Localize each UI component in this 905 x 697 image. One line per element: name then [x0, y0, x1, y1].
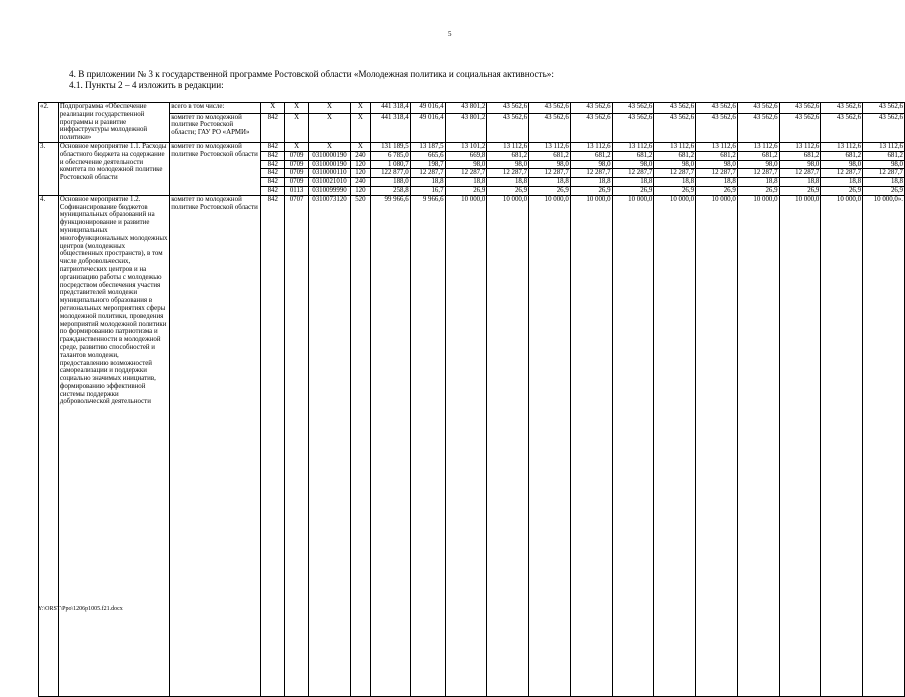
amount-cell: 10 000,0 [821, 195, 863, 696]
amount-cell: 49 016,4 [410, 113, 445, 142]
code-vr: 240 [350, 178, 370, 187]
amount-cell: 681,2 [863, 151, 905, 160]
amount-cell: 18,8 [612, 178, 654, 187]
amount-cell: 49 016,4 [410, 103, 445, 114]
amount-cell: 99 966,6 [370, 195, 410, 696]
amount-cell: 18,8 [487, 178, 529, 187]
amount-cell: 10 000,0 [487, 195, 529, 696]
code-vr: 240 [350, 151, 370, 160]
amount-cell: 188,0 [370, 178, 410, 187]
amount-cell: 13 187,5 [410, 142, 445, 151]
amount-cell: 669,8 [445, 151, 487, 160]
table-row [39, 142, 905, 151]
code-rzpr: Х [285, 103, 309, 114]
amount-cell: 43 562,6 [821, 113, 863, 142]
code-grbs: 842 [261, 169, 285, 178]
code-rzpr: 0709 [285, 169, 309, 178]
code-vr: 120 [350, 160, 370, 169]
amount-cell: 12 287,7 [737, 169, 779, 178]
amount-cell: 18,8 [410, 178, 445, 187]
amount-cell: 12 287,7 [529, 169, 571, 178]
amount-cell: 98,0 [445, 160, 487, 169]
amount-cell: 441 318,4 [370, 113, 410, 142]
table-row [39, 103, 905, 114]
amount-cell: 26,9 [821, 186, 863, 195]
amount-cell: 12 287,7 [863, 169, 905, 178]
amount-cell: 198,7 [410, 160, 445, 169]
amount-cell: 18,8 [529, 178, 571, 187]
amount-cell: 13 101,2 [445, 142, 487, 151]
amount-cell: 43 562,6 [654, 103, 696, 114]
code-rzpr: Х [285, 142, 309, 151]
row-name: Основное мероприятие 1.2. Софинансирование бюджетов муниципальных образований на функционирование и развитие муниципальных многофункциональных молодежных центров (молодежных общественных пространств), в том числе добровольческих, патриотических центров и на организацию работы с молодежью посредством обеспечения участия представителей молодежи муниципального образования в региональных мероприятиях сферы молодежной политики, проведения мероприятий молодежной политики по формированию патриотизма и гражданственности в молодежной среде, развитию способностей и талантов молодежи, предоставлению возможностей самореализации и поддержки социально значимых инициатив, формированию эффективной системы поддержки добровольческой деятельности [58, 195, 169, 696]
code-grbs: 842 [261, 178, 285, 187]
amount-cell: 10 000,0 [696, 195, 738, 696]
amount-cell: 13 112,6 [570, 142, 612, 151]
code-vr: 120 [350, 186, 370, 195]
code-grbs: Х [261, 103, 285, 114]
amount-cell: 681,2 [696, 151, 738, 160]
amount-cell: 12 287,7 [779, 169, 821, 178]
code-csr: 0310073120 [309, 195, 351, 696]
amount-cell: 10 000,0». [863, 195, 905, 696]
code-grbs: 842 [261, 142, 285, 151]
amount-cell: 43 801,2 [445, 103, 487, 114]
code-csr: Х [309, 142, 351, 151]
amount-cell: 43 562,6 [779, 113, 821, 142]
amount-cell: 98,0 [779, 160, 821, 169]
code-rzpr: Х [285, 113, 309, 142]
amount-cell: 18,8 [570, 178, 612, 187]
amount-cell: 98,0 [737, 160, 779, 169]
amount-cell: 43 562,6 [570, 113, 612, 142]
amount-cell: 98,0 [696, 160, 738, 169]
amount-cell: 10 000,0 [779, 195, 821, 696]
amount-cell: 43 562,6 [696, 113, 738, 142]
amount-cell: 681,2 [570, 151, 612, 160]
amount-cell: 10 000,0 [737, 195, 779, 696]
code-rzpr: 0113 [285, 186, 309, 195]
row-executor: всего в том числе: [170, 103, 261, 114]
code-rzpr: 0707 [285, 195, 309, 696]
code-grbs: 842 [261, 186, 285, 195]
amount-cell: 43 562,6 [821, 103, 863, 114]
amount-cell: 1 080,7 [370, 160, 410, 169]
amount-cell: 26,9 [779, 186, 821, 195]
code-vr: Х [350, 113, 370, 142]
amount-cell: 26,9 [570, 186, 612, 195]
amount-cell: 18,8 [445, 178, 487, 187]
amount-cell: 681,2 [654, 151, 696, 160]
intro-line-2: 4.1. Пункты 2 – 4 изложить в редакции: [69, 80, 224, 90]
amount-cell: 43 562,6 [612, 113, 654, 142]
amount-cell: 10 000,0 [445, 195, 487, 696]
amount-cell: 26,9 [487, 186, 529, 195]
code-csr: 0310000190 [309, 151, 351, 160]
code-rzpr: 0709 [285, 151, 309, 160]
table-body [39, 103, 905, 697]
amount-cell: 98,0 [863, 160, 905, 169]
code-grbs: 842 [261, 113, 285, 142]
amount-cell: 13 112,6 [487, 142, 529, 151]
amount-cell: 18,8 [863, 178, 905, 187]
amount-cell: 12 287,7 [696, 169, 738, 178]
amount-cell: 681,2 [612, 151, 654, 160]
row-executor: комитет по молодежной политике Ростовской области [170, 195, 261, 696]
code-grbs: 842 [261, 151, 285, 160]
amount-cell: 26,9 [654, 186, 696, 195]
amount-cell: 43 562,6 [529, 103, 571, 114]
row-number: 3. [39, 142, 59, 195]
page-number: 5 [448, 30, 452, 38]
amount-cell: 26,9 [529, 186, 571, 195]
amount-cell: 12 287,7 [821, 169, 863, 178]
amount-cell: 13 112,6 [696, 142, 738, 151]
amount-cell: 98,0 [821, 160, 863, 169]
code-csr: 0310000110 [309, 169, 351, 178]
amount-cell: 43 562,6 [863, 103, 905, 114]
amount-cell: 10 000,0 [570, 195, 612, 696]
amount-cell: 6 785,0 [370, 151, 410, 160]
amount-cell: 681,2 [529, 151, 571, 160]
amount-cell: 43 562,6 [696, 103, 738, 114]
amount-cell: 18,8 [737, 178, 779, 187]
amount-cell: 43 562,6 [487, 103, 529, 114]
row-executor: комитет по молодежной политике Ростовской области [170, 142, 261, 195]
amount-cell: 441 318,4 [370, 103, 410, 114]
amount-cell: 258,8 [370, 186, 410, 195]
amount-cell: 131 189,5 [370, 142, 410, 151]
amount-cell: 18,8 [821, 178, 863, 187]
amount-cell: 681,2 [737, 151, 779, 160]
row-executor: комитет по молодежной политике Ростовской области; ГАУ РО «АРМИ» [170, 113, 261, 142]
amount-cell: 13 112,6 [863, 142, 905, 151]
code-csr: 0310099990 [309, 186, 351, 195]
amount-cell: 10 000,0 [654, 195, 696, 696]
amount-cell: 13 112,6 [779, 142, 821, 151]
amount-cell: 12 287,7 [445, 169, 487, 178]
code-vr: 120 [350, 169, 370, 178]
row-number: «2. [39, 103, 59, 143]
budget-table [38, 102, 905, 697]
file-path: Y:\ORST\Ppo\1206p1005.f21.docx [38, 606, 123, 612]
intro-line-1: 4. В приложении № 3 к государственной программе Ростовской области «Молодежная политика и социальная активность»: [69, 69, 554, 79]
amount-cell: 10 000,0 [529, 195, 571, 696]
code-rzpr: 0709 [285, 160, 309, 169]
amount-cell: 10 000,0 [612, 195, 654, 696]
code-grbs: 842 [261, 195, 285, 696]
code-grbs: 842 [261, 160, 285, 169]
code-vr: Х [350, 103, 370, 114]
amount-cell: 122 877,0 [370, 169, 410, 178]
amount-cell: 43 562,6 [737, 103, 779, 114]
amount-cell: 18,8 [654, 178, 696, 187]
code-csr: 0310000190 [309, 160, 351, 169]
amount-cell: 43 562,6 [654, 113, 696, 142]
amount-cell: 9 966,6 [410, 195, 445, 696]
amount-cell: 26,9 [445, 186, 487, 195]
amount-cell: 26,9 [863, 186, 905, 195]
amount-cell: 26,9 [696, 186, 738, 195]
amount-cell: 681,2 [779, 151, 821, 160]
row-number: 4. [39, 195, 59, 696]
amount-cell: 12 287,7 [570, 169, 612, 178]
amount-cell: 681,2 [487, 151, 529, 160]
amount-cell: 43 562,6 [570, 103, 612, 114]
amount-cell: 43 562,6 [612, 103, 654, 114]
amount-cell: 98,0 [654, 160, 696, 169]
code-csr: 0310021010 [309, 178, 351, 187]
amount-cell: 98,0 [612, 160, 654, 169]
amount-cell: 26,9 [612, 186, 654, 195]
code-vr: 520 [350, 195, 370, 696]
amount-cell: 43 562,6 [529, 113, 571, 142]
amount-cell: 665,6 [410, 151, 445, 160]
amount-cell: 18,8 [696, 178, 738, 187]
amount-cell: 12 287,7 [612, 169, 654, 178]
table-row [39, 195, 905, 696]
row-name: Основное мероприятие 1.1. Расходы областного бюджета на содержание и обеспечение деятельности комитета по молодежной политике Ростовской области [58, 142, 169, 195]
amount-cell: 13 112,6 [654, 142, 696, 151]
row-name: Подпрограмма «Обеспечение реализации государственной программы и развитие инфраструктуры молодежной политики» [58, 103, 169, 143]
amount-cell: 43 801,2 [445, 113, 487, 142]
amount-cell: 43 562,6 [779, 103, 821, 114]
code-csr: Х [309, 113, 351, 142]
amount-cell: 98,0 [487, 160, 529, 169]
amount-cell: 18,8 [779, 178, 821, 187]
code-csr: Х [309, 103, 351, 114]
amount-cell: 43 562,6 [863, 113, 905, 142]
code-vr: Х [350, 142, 370, 151]
amount-cell: 13 112,6 [529, 142, 571, 151]
amount-cell: 43 562,6 [737, 113, 779, 142]
code-rzpr: 0709 [285, 178, 309, 187]
amount-cell: 12 287,7 [654, 169, 696, 178]
amount-cell: 13 112,6 [612, 142, 654, 151]
amount-cell: 98,0 [570, 160, 612, 169]
amount-cell: 681,2 [821, 151, 863, 160]
amount-cell: 26,9 [737, 186, 779, 195]
amount-cell: 13 112,6 [737, 142, 779, 151]
amount-cell: 13 112,6 [821, 142, 863, 151]
amount-cell: 43 562,6 [487, 113, 529, 142]
amount-cell: 98,0 [529, 160, 571, 169]
amount-cell: 12 287,7 [410, 169, 445, 178]
intro-text [69, 69, 554, 91]
amount-cell: 12 287,7 [487, 169, 529, 178]
amount-cell: 16,7 [410, 186, 445, 195]
